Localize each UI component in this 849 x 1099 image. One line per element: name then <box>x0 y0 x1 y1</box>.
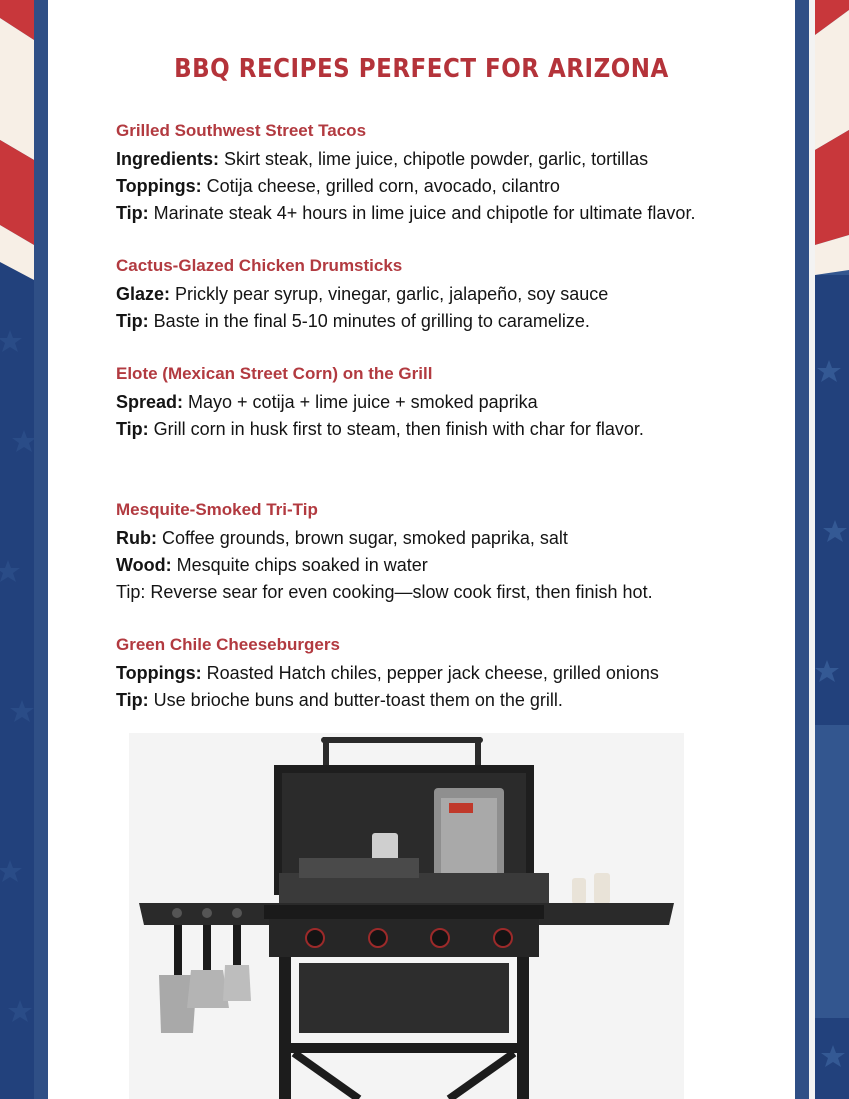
line-text: Tip: Reverse sear for even cooking—slow cook first, then finish hot. <box>116 582 653 602</box>
recipe-page <box>48 0 795 1099</box>
recipe-block <box>116 363 776 443</box>
recipe-line <box>116 687 776 714</box>
line-label: Glaze: <box>116 284 171 304</box>
recipe-title: Grilled Southwest Street Tacos <box>116 121 367 140</box>
right-blue-stripe <box>795 0 809 1099</box>
recipe-line <box>116 308 776 335</box>
line-text: Mayo + cotija + lime juice + smoked paprika <box>183 392 538 412</box>
line-text: Roasted Hatch chiles, pepper jack cheese, grilled onions <box>201 663 659 683</box>
line-label: Spread: <box>116 392 184 412</box>
line-label: Wood: <box>116 555 172 575</box>
line-text: Cotija cheese, grilled corn, avocado, cilantro <box>201 176 560 196</box>
right-flag-border <box>815 0 849 1099</box>
line-label: Toppings: <box>116 176 202 196</box>
left-flag-border <box>0 0 34 1099</box>
recipe-block <box>116 120 776 227</box>
recipe-line <box>116 389 776 416</box>
recipe-line <box>116 660 776 687</box>
recipe-line <box>116 579 776 606</box>
recipe-title: Mesquite-Smoked Tri-Tip <box>116 500 318 519</box>
left-blue-stripe <box>34 0 48 1099</box>
recipe-line <box>116 525 776 552</box>
line-text: Marinate steak 4+ hours in lime juice and chipotle for ultimate flavor. <box>148 203 696 223</box>
line-label: Rub: <box>116 528 157 548</box>
line-label: Tip: <box>116 419 149 439</box>
recipe-line <box>116 552 776 579</box>
recipe-block <box>116 499 776 606</box>
recipe-block <box>116 634 776 714</box>
recipe-line <box>116 416 776 443</box>
line-text: Skirt steak, lime juice, chipotle powder, garlic, tortillas <box>219 149 649 169</box>
recipe-block <box>116 255 776 335</box>
recipe-title: Cactus-Glazed Chicken Drumsticks <box>116 256 403 275</box>
line-label: Tip: <box>116 311 149 331</box>
page-title: BBQ RECIPES PERFECT FOR ARIZONA <box>174 54 669 84</box>
recipe-line <box>116 281 776 308</box>
recipe-title: Green Chile Cheeseburgers <box>116 635 340 654</box>
line-text: Use brioche buns and butter-toast them on the grill. <box>148 690 563 710</box>
line-text: Baste in the final 5-10 minutes of grilling to caramelize. <box>148 311 590 331</box>
line-label: Ingredients: <box>116 149 220 169</box>
line-label: Toppings: <box>116 663 202 683</box>
line-label: Tip: <box>116 203 149 223</box>
recipe-title: Elote (Mexican Street Corn) on the Grill <box>116 364 433 383</box>
line-label: Tip: <box>116 690 149 710</box>
recipe-line <box>116 146 776 173</box>
line-text: Prickly pear syrup, vinegar, garlic, jalapeño, soy sauce <box>170 284 609 304</box>
recipe-line <box>116 200 776 227</box>
gas-grill-image <box>129 733 684 1099</box>
recipe-line <box>116 173 776 200</box>
line-text: Grill corn in husk first to steam, then finish with char for flavor. <box>148 419 644 439</box>
line-text: Coffee grounds, brown sugar, smoked paprika, salt <box>156 528 568 548</box>
line-text: Mesquite chips soaked in water <box>171 555 428 575</box>
